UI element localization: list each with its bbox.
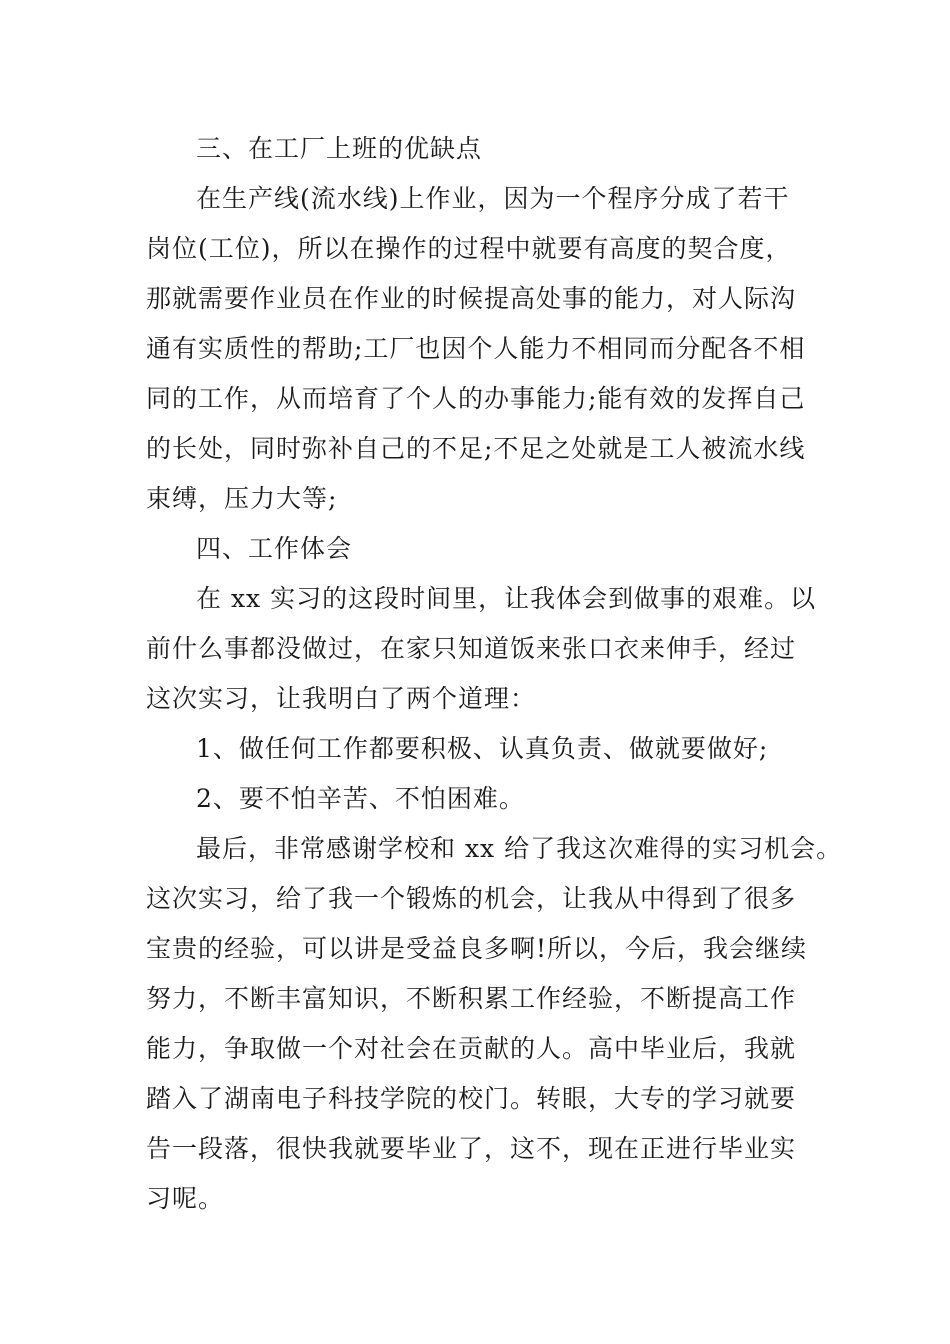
paragraph-line: 束缚，压力大等;: [146, 484, 338, 513]
paragraph-line: 在生产线(流水线)上作业，因为一个程序分成了若干: [196, 184, 790, 213]
paragraph-line: 这次实习，让我明白了两个道理：: [146, 684, 537, 713]
list-item-1: 1、做任何工作都要积极、认真负责、做就要做好;: [196, 734, 769, 763]
paragraph-line: 前什么事都没做过，在家只知道饭来张口衣来伸手，经过: [146, 634, 797, 663]
paragraph-line: 能力，争取做一个对社会在贡献的人。高中毕业后，我就: [146, 1034, 797, 1063]
section-heading-4: 四、工作体会: [196, 534, 353, 563]
paragraph-line: 踏入了湖南电子科技学院的校门。转眼，大专的学习就要: [146, 1084, 797, 1113]
paragraph-line: 的长处，同时弥补自己的不足;不足之处就是工人被流水线: [146, 434, 806, 463]
paragraph-line: 同的工作，从而培育了个人的办事能力;能有效的发挥自己: [146, 384, 806, 413]
paragraph-line: 在 xx 实习的这段时间里，让我体会到做事的艰难。以: [196, 584, 817, 613]
paragraph-line: 宝贵的经验，可以讲是受益良多啊!所以，今后，我会继续: [146, 934, 808, 963]
paragraph-line: 通有实质性的帮助;工厂也因个人能力不相同而分配各不相: [146, 334, 806, 363]
section-heading-3: 三、在工厂上班的优缺点: [196, 134, 483, 163]
paragraph-line: 最后，非常感谢学校和 xx 给了我这次难得的实习机会。: [196, 834, 843, 863]
paragraph-line: 那就需要作业员在作业的时候提高处事的能力，对人际沟: [146, 284, 797, 313]
paragraph-line: 岗位(工位)，所以在操作的过程中就要有高度的契合度，: [146, 234, 792, 263]
paragraph-line: 告一段落，很快我就要毕业了，这不，现在正进行毕业实: [146, 1134, 797, 1163]
paragraph-line: 习呢。: [146, 1184, 225, 1213]
list-item-2: 2、要不怕辛苦、不怕困难。: [196, 784, 525, 813]
paragraph-line: 这次实习，给了我一个锻炼的机会，让我从中得到了很多: [146, 884, 797, 913]
paragraph-line: 努力，不断丰富知识，不断积累工作经验，不断提高工作: [146, 984, 797, 1013]
